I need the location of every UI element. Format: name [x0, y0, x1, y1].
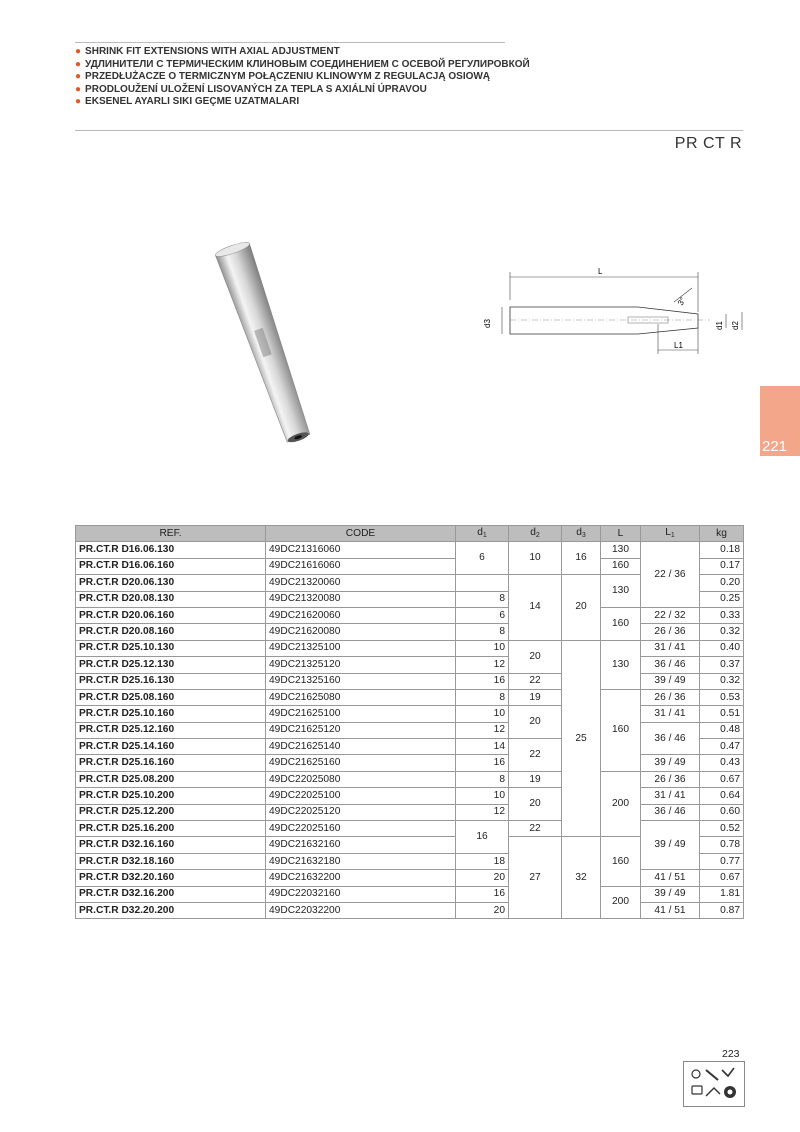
table-header-row — [76, 526, 744, 542]
cell-d1: 14 — [456, 739, 509, 755]
table-row — [76, 706, 744, 722]
cell-code: 49DC21625120 — [266, 722, 456, 738]
cell-kg: 0.43 — [700, 755, 744, 771]
divider — [75, 130, 743, 131]
header-kg: kg — [700, 526, 744, 542]
cell-d1: 10 — [456, 640, 509, 656]
header-L: L — [601, 526, 641, 542]
cell-code: 49DC21625080 — [266, 689, 456, 705]
cell-L1: 39 / 49 — [641, 821, 700, 870]
dim-L: L — [598, 267, 603, 276]
cell-d2: 22 — [509, 821, 562, 837]
table-row — [76, 886, 744, 902]
cell-kg: 0.47 — [700, 739, 744, 755]
cell-kg: 0.32 — [700, 673, 744, 689]
cell-L1: 39 / 49 — [641, 673, 700, 689]
cell-code: 49DC22025120 — [266, 804, 456, 820]
cell-d1: 20 — [456, 870, 509, 886]
cell-d1: 16 — [456, 821, 509, 854]
cell-kg: 0.32 — [700, 624, 744, 640]
cell-L1: 26 / 36 — [641, 624, 700, 640]
bullet-dot-icon: ● — [75, 58, 82, 70]
cell-code: 49DC21620080 — [266, 624, 456, 640]
cell-d1: 16 — [456, 755, 509, 771]
cell-kg: 0.60 — [700, 804, 744, 820]
cell-L: 130 — [601, 542, 641, 558]
cell-kg: 0.37 — [700, 657, 744, 673]
cell-d1: 8 — [456, 624, 509, 640]
cell-ref: PR.CT.R D25.16.130 — [76, 673, 266, 689]
cell-L1: 31 / 41 — [641, 640, 700, 656]
cell-code: 49DC22025160 — [266, 821, 456, 837]
table-row — [76, 755, 744, 771]
cell-code: 49DC22025080 — [266, 771, 456, 787]
cell-d2: 19 — [509, 771, 562, 787]
cell-L1: 31 / 41 — [641, 788, 700, 804]
cell-L1: 41 / 51 — [641, 870, 700, 886]
cell-L1: 31 / 41 — [641, 706, 700, 722]
header-d2: $d_2$ — [509, 526, 562, 542]
cell-code: 49DC22032200 — [266, 902, 456, 918]
cell-L1: 39 / 49 — [641, 755, 700, 771]
cell-d1: 6 — [456, 607, 509, 623]
technical-drawing — [478, 262, 748, 362]
cell-ref: PR.CT.R D20.08.130 — [76, 591, 266, 607]
cell-d1: 10 — [456, 706, 509, 722]
title-line: ● PRZEDŁUŻACZE O TERMICZNYM POŁĄCZENIU KLINOWYM Z REGULACJĄ OSIOWĄ — [75, 71, 491, 83]
cell-code: 49DC21616060 — [266, 558, 456, 574]
product-photo — [185, 238, 345, 450]
cell-kg: 0.51 — [700, 706, 744, 722]
cell-L: 130 — [601, 575, 641, 608]
cell-L1: 36 / 46 — [641, 657, 700, 673]
cell-code: 49DC21316060 — [266, 542, 456, 558]
dim-d1: d1 — [715, 321, 724, 330]
cell-kg: 0.20 — [700, 575, 744, 591]
table-row — [76, 771, 744, 787]
cell-L1: 26 / 36 — [641, 689, 700, 705]
cell-code: 49DC21632180 — [266, 853, 456, 869]
cell-ref: PR.CT.R D20.06.160 — [76, 607, 266, 623]
dim-L1: L1 — [674, 341, 683, 350]
cell-code: 49DC21625140 — [266, 739, 456, 755]
cell-d2: 20 — [509, 706, 562, 739]
cell-L: 200 — [601, 771, 641, 837]
cell-L: 200 — [601, 886, 641, 919]
dim-angle: 3° — [675, 295, 688, 307]
table-row — [76, 624, 744, 640]
cell-kg: 0.33 — [700, 607, 744, 623]
cell-code: 49DC21325160 — [266, 673, 456, 689]
cell-code: 49DC21620060 — [266, 607, 456, 623]
cell-L1: 39 / 49 — [641, 886, 700, 902]
bullet-dot-icon: ● — [75, 83, 82, 95]
cell-L1: 41 / 51 — [641, 902, 700, 918]
cell-code: 49DC22025100 — [266, 788, 456, 804]
title-line: ● PRODLOUŽENÍ ULOŽENÍ LISOVANÝCH ZA TEPLA S AXIÁLNÍ ÚPRAVOU — [75, 83, 427, 95]
cell-kg: 0.87 — [700, 902, 744, 918]
cell-kg: 0.18 — [700, 542, 744, 558]
cell-d3: 20 — [562, 575, 601, 641]
cell-L1: 36 / 46 — [641, 804, 700, 820]
cell-ref: PR.CT.R D25.10.160 — [76, 706, 266, 722]
dim-d3: d3 — [483, 319, 492, 328]
cell-L: 130 — [601, 640, 641, 689]
cell-d1: 16 — [456, 673, 509, 689]
title-line: ● УДЛИНИТЕЛИ С ТЕРМИЧЕСКИМ КЛИНОВЫМ СОЕДИНЕНИЕМ С ОСЕВОЙ РЕГУЛИРОВКОЙ — [75, 58, 530, 70]
bullet-dot-icon: ● — [75, 71, 82, 83]
cell-code: 49DC21325100 — [266, 640, 456, 656]
table-body — [76, 542, 744, 919]
table-row — [76, 640, 744, 656]
cell-ref: PR.CT.R D25.10.200 — [76, 788, 266, 804]
cell-d1: 12 — [456, 722, 509, 738]
cell-kg: 0.40 — [700, 640, 744, 656]
cell-L1: 36 / 46 — [641, 722, 700, 755]
cell-d2: 20 — [509, 640, 562, 673]
specs-table — [75, 525, 744, 919]
cell-d1: 12 — [456, 657, 509, 673]
header-d3: $d_3$ — [562, 526, 601, 542]
cell-ref: PR.CT.R D25.12.160 — [76, 722, 266, 738]
cell-L: 160 — [601, 607, 641, 640]
cell-code: 49DC21320060 — [266, 575, 456, 591]
cell-ref: PR.CT.R D32.20.160 — [76, 870, 266, 886]
cell-kg: 0.53 — [700, 689, 744, 705]
cell-ref: PR.CT.R D32.16.200 — [76, 886, 266, 902]
cell-code: 49DC21625100 — [266, 706, 456, 722]
cell-kg: 0.67 — [700, 870, 744, 886]
family-code: PR CT R — [674, 135, 742, 152]
header-d1: $d_1$ — [456, 526, 509, 542]
cell-ref: PR.CT.R D16.06.160 — [76, 558, 266, 574]
cell-ref: PR.CT.R D25.10.130 — [76, 640, 266, 656]
cell-ref: PR.CT.R D25.08.200 — [76, 771, 266, 787]
cell-ref: PR.CT.R D25.12.200 — [76, 804, 266, 820]
cell-ref: PR.CT.R D25.12.130 — [76, 657, 266, 673]
cell-d1: 6 — [456, 542, 509, 575]
cell-ref: PR.CT.R D25.08.160 — [76, 689, 266, 705]
cell-d2: 14 — [509, 575, 562, 641]
cell-L1: 26 / 36 — [641, 771, 700, 787]
cell-d1: 20 — [456, 902, 509, 918]
dim-d2: d2 — [731, 321, 740, 330]
cell-ref: PR.CT.R D16.06.130 — [76, 542, 266, 558]
cell-L1: 22 / 32 — [641, 607, 700, 623]
header-ref: REF. — [76, 526, 266, 542]
cell-L: 160 — [601, 689, 641, 771]
cell-kg: 0.17 — [700, 558, 744, 574]
cell-ref: PR.CT.R D32.18.160 — [76, 853, 266, 869]
title-line: ● SHRINK FIT EXTENSIONS WITH AXIAL ADJUSTMENT — [75, 46, 340, 57]
cell-d2: 10 — [509, 542, 562, 575]
cell-L1: 22 / 36 — [641, 542, 700, 608]
cell-d1: 8 — [456, 771, 509, 787]
cell-code: 49DC21632160 — [266, 837, 456, 853]
cell-ref: PR.CT.R D25.16.160 — [76, 755, 266, 771]
cell-ref: PR.CT.R D32.16.160 — [76, 837, 266, 853]
cell-code: 49DC21320080 — [266, 591, 456, 607]
side-page-number: 221 — [762, 438, 788, 455]
cell-ref: PR.CT.R D20.08.160 — [76, 624, 266, 640]
bullet-dot-icon: ● — [75, 96, 82, 108]
cell-d1: 16 — [456, 886, 509, 902]
table-row — [76, 902, 744, 918]
cell-kg: 0.78 — [700, 837, 744, 853]
bullet-dot-icon: ● — [75, 46, 82, 57]
cell-kg: 0.48 — [700, 722, 744, 738]
cell-d3: 32 — [562, 837, 601, 919]
table-row — [76, 673, 744, 689]
cell-L: 160 — [601, 837, 641, 886]
table-row — [76, 804, 744, 820]
table-row — [76, 607, 744, 623]
cell-d1: 18 — [456, 853, 509, 869]
cell-d1: 8 — [456, 591, 509, 607]
cell-code: 49DC21632200 — [266, 870, 456, 886]
cell-code: 49DC21325120 — [266, 657, 456, 673]
table-row — [76, 542, 744, 558]
cell-d2: 22 — [509, 739, 562, 772]
table-row — [76, 870, 744, 886]
cell-d2: 20 — [509, 788, 562, 821]
cell-ref: PR.CT.R D25.16.200 — [76, 821, 266, 837]
cell-kg: 0.64 — [700, 788, 744, 804]
tools-icon — [683, 1061, 745, 1107]
title-block — [75, 42, 530, 109]
cell-kg: 0.52 — [700, 821, 744, 837]
table-row — [76, 788, 744, 804]
cell-code: 49DC21625160 — [266, 755, 456, 771]
cell-d1: 8 — [456, 689, 509, 705]
cell-kg: 1.81 — [700, 886, 744, 902]
cell-d2: 22 — [509, 673, 562, 689]
cell-kg: 0.77 — [700, 853, 744, 869]
title-line: ● EKSENEL AYARLI SIKI GEÇME UZATMALARI — [75, 96, 300, 108]
cell-kg: 0.25 — [700, 591, 744, 607]
cell-d3: 25 — [562, 640, 601, 837]
cell-L: 160 — [601, 558, 641, 574]
page-number: 223 — [722, 1048, 740, 1060]
cell-d1: 12 — [456, 804, 509, 820]
cell-kg: 0.67 — [700, 771, 744, 787]
table-row — [76, 821, 744, 837]
table-row — [76, 722, 744, 738]
cell-d1 — [456, 575, 509, 591]
header-L1: $L_1$ — [641, 526, 700, 542]
cell-d3: 16 — [562, 542, 601, 575]
table-row — [76, 689, 744, 705]
cell-d2: 19 — [509, 689, 562, 705]
cell-ref: PR.CT.R D20.06.130 — [76, 575, 266, 591]
header-code: CODE — [266, 526, 456, 542]
cell-d1: 10 — [456, 788, 509, 804]
cell-code: 49DC22032160 — [266, 886, 456, 902]
cell-d2: 27 — [509, 837, 562, 919]
cell-ref: PR.CT.R D25.14.160 — [76, 739, 266, 755]
table-row — [76, 657, 744, 673]
cell-ref: PR.CT.R D32.20.200 — [76, 902, 266, 918]
